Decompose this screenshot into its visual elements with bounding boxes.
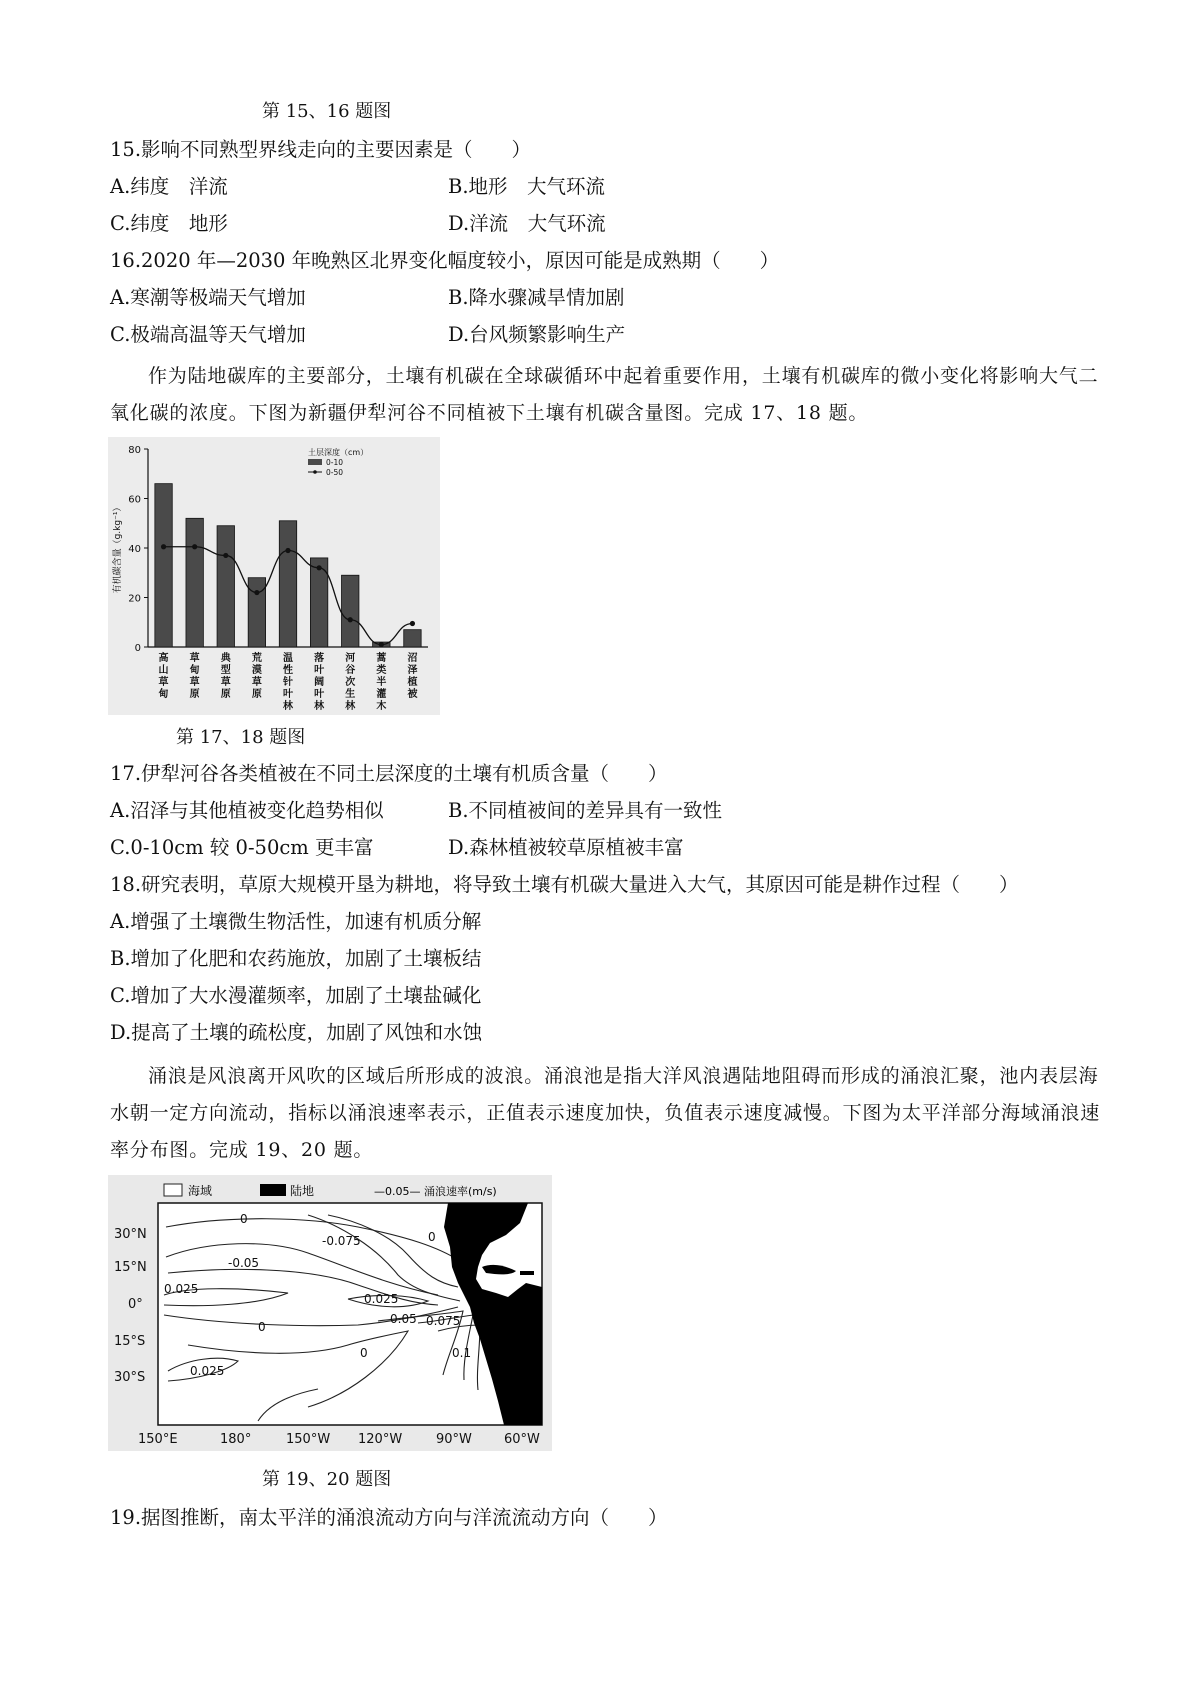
line-point <box>254 590 259 595</box>
question-18-stem: 18.研究表明，草原大规模开垦为耕地，将导致土壤有机碳大量进入大气，其原因可能是耕作过程（ ） <box>110 873 1019 896</box>
y-tick-label: 80 <box>128 445 141 456</box>
legend-label: 0-10 <box>326 458 344 467</box>
x-category-label: 典型草原 <box>220 653 231 700</box>
longitude-label: 60°W <box>504 1432 540 1447</box>
question-15-option-b: B.地形 大气环流 <box>448 175 606 198</box>
bar <box>186 518 203 647</box>
contour-label: 0.075 <box>426 1314 461 1328</box>
legend-contour-label: —0.05— 涌浪速率(m/s) <box>374 1185 497 1198</box>
question-18-option-d: D.提高了土壤的疏松度，加剧了风蚀和水蚀 <box>110 1021 483 1044</box>
x-category-label: 蒿类半灌木 <box>376 653 387 712</box>
legend-bar-swatch <box>308 459 322 465</box>
figure-caption-15-16: 第 15、16 题图 <box>262 101 392 122</box>
question-16-option-d: D.台风频繁影响生产 <box>448 323 626 346</box>
question-17-option-b: B.不同植被间的差异具有一致性 <box>448 799 723 822</box>
latitude-label: 15°N <box>114 1260 147 1275</box>
question-17-option-d: D.森林植被较草原植被丰富 <box>448 836 684 859</box>
x-category-label: 沼泽植被 <box>407 653 418 700</box>
swell-rate-map-svg <box>108 1175 552 1451</box>
y-tick-label: 20 <box>128 593 141 605</box>
bar <box>248 578 265 647</box>
legend-sea-label: 海域 <box>188 1184 213 1198</box>
contour-label: -0.075 <box>322 1234 361 1248</box>
bar <box>217 526 234 647</box>
line-point <box>348 617 353 622</box>
question-16-option-c: C.极端高温等天气增加 <box>110 323 306 346</box>
contour-label: 0.025 <box>190 1364 225 1378</box>
line-point <box>161 544 166 549</box>
latitude-label: 30°S <box>114 1370 146 1385</box>
line-point <box>379 642 384 647</box>
bar <box>404 630 421 647</box>
longitude-label: 150°W <box>286 1432 331 1447</box>
question-16-option-b: B.降水骤减旱情加剧 <box>448 286 625 309</box>
contour-label: 0 <box>360 1346 368 1360</box>
intro-paragraph-19-20: 涌浪是风浪离开风吹的区域后所形成的波浪。涌浪池是指大洋风浪遇陆地阻碍而形成的涌浪汇聚，池内表层海水朝一定方向流动，指标以涌浪速率表示，正值表示速度加快，负值表示速度减慢。下图为太平洋部分海域涌浪速率分布图。完成 19、20 题。 <box>110 1065 1101 1161</box>
intro-paragraph-17-18: 作为陆地碳库的主要部分，土壤有机碳在全球碳循环中起着重要作用，土壤有机碳库的微小变化将影响大气二氧化碳的浓度。下图为新疆伊犁河谷不同植被下土壤有机碳含量图。完成 17、18 题。 <box>110 365 1099 424</box>
contour-label: 0 <box>258 1320 266 1334</box>
legend-land-label: 陆地 <box>290 1184 315 1198</box>
soil-carbon-chart-svg <box>108 437 440 715</box>
legend-line-point <box>313 470 317 474</box>
question-15-stem: 15.影响不同熟型界线走向的主要因素是（ ） <box>110 138 532 161</box>
longitude-label: 90°W <box>436 1432 472 1447</box>
legend-title: 土层深度（cm） <box>308 448 369 457</box>
question-18-option-b: B.增加了化肥和农药施放，加剧了土壤板结 <box>110 947 482 970</box>
longitude-label: 150°E <box>138 1432 178 1447</box>
legend-sea-swatch <box>164 1184 182 1196</box>
bar <box>279 521 296 647</box>
contour-label: 0.05 <box>390 1312 417 1326</box>
question-16-stem: 16.2020 年—2030 年晚熟区北界变化幅度较小，原因可能是成熟期（ ） <box>110 249 780 272</box>
contour-label: 0 <box>428 1230 436 1244</box>
figure-caption-17-18: 第 17、18 题图 <box>176 727 306 748</box>
x-category-label: 高山草甸 <box>158 653 169 700</box>
swell-rate-map <box>108 1175 552 1451</box>
contour-label: 0.1 <box>452 1346 472 1360</box>
x-category-label: 荒漠草原 <box>251 653 262 700</box>
contour-label: 0 <box>240 1212 248 1226</box>
legend-land-swatch <box>260 1184 286 1196</box>
contour-label: 0.025 <box>364 1292 399 1306</box>
x-category-label: 河谷次生林 <box>345 653 356 712</box>
question-19-stem: 19.据图推断，南太平洋的涌浪流动方向与洋流流动方向（ ） <box>110 1506 668 1529</box>
y-tick-label: 60 <box>128 494 141 506</box>
question-18-option-c: C.增加了大水漫灌频率，加剧了土壤盐碱化 <box>110 984 482 1007</box>
line-point <box>317 565 322 570</box>
figure-caption-19-20: 第 19、20 题图 <box>262 1469 392 1490</box>
line-point <box>223 553 228 558</box>
question-15-option-c: C.纬度 地形 <box>110 212 228 235</box>
longitude-label: 120°W <box>358 1432 403 1447</box>
latitude-label: 15°S <box>114 1334 146 1349</box>
contour-label: 0.025 <box>164 1282 199 1296</box>
y-tick-label: 0 <box>134 643 141 654</box>
longitude-label: 180° <box>220 1432 252 1447</box>
line-point <box>285 548 290 553</box>
soil-carbon-chart <box>108 437 440 715</box>
line-point <box>192 544 197 549</box>
x-category-label: 草甸草原 <box>189 653 200 700</box>
latitude-label: 0° <box>128 1297 143 1312</box>
line-point <box>410 621 415 626</box>
question-17-option-c: C.0-10cm 较 0-50cm 更丰富 <box>110 836 374 859</box>
bar <box>342 575 359 647</box>
question-18-option-a: A.增强了土壤微生物活性，加速有机质分解 <box>110 910 482 933</box>
question-15-option-a: A.纬度 洋流 <box>110 175 228 198</box>
legend-label: 0-50 <box>326 468 344 477</box>
x-category-label: 落叶阔叶林 <box>314 653 325 712</box>
contour-label: -0.05 <box>228 1256 260 1270</box>
caribbean-islands <box>520 1271 534 1275</box>
question-15-option-d: D.洋流 大气环流 <box>448 212 606 235</box>
question-17-stem: 17.伊犁河谷各类植被在不同土层深度的土壤有机质含量（ ） <box>110 762 668 785</box>
y-axis-label: 有机碳含量（g.kg⁻¹） <box>113 502 123 594</box>
question-17-option-a: A.沼泽与其他植被变化趋势相似 <box>110 799 384 822</box>
bar <box>155 484 172 647</box>
question-16-option-a: A.寒潮等极端天气增加 <box>110 286 306 309</box>
latitude-label: 30°N <box>114 1227 147 1242</box>
y-tick-label: 40 <box>128 544 141 555</box>
x-category-label: 温性针叶林 <box>283 653 293 712</box>
